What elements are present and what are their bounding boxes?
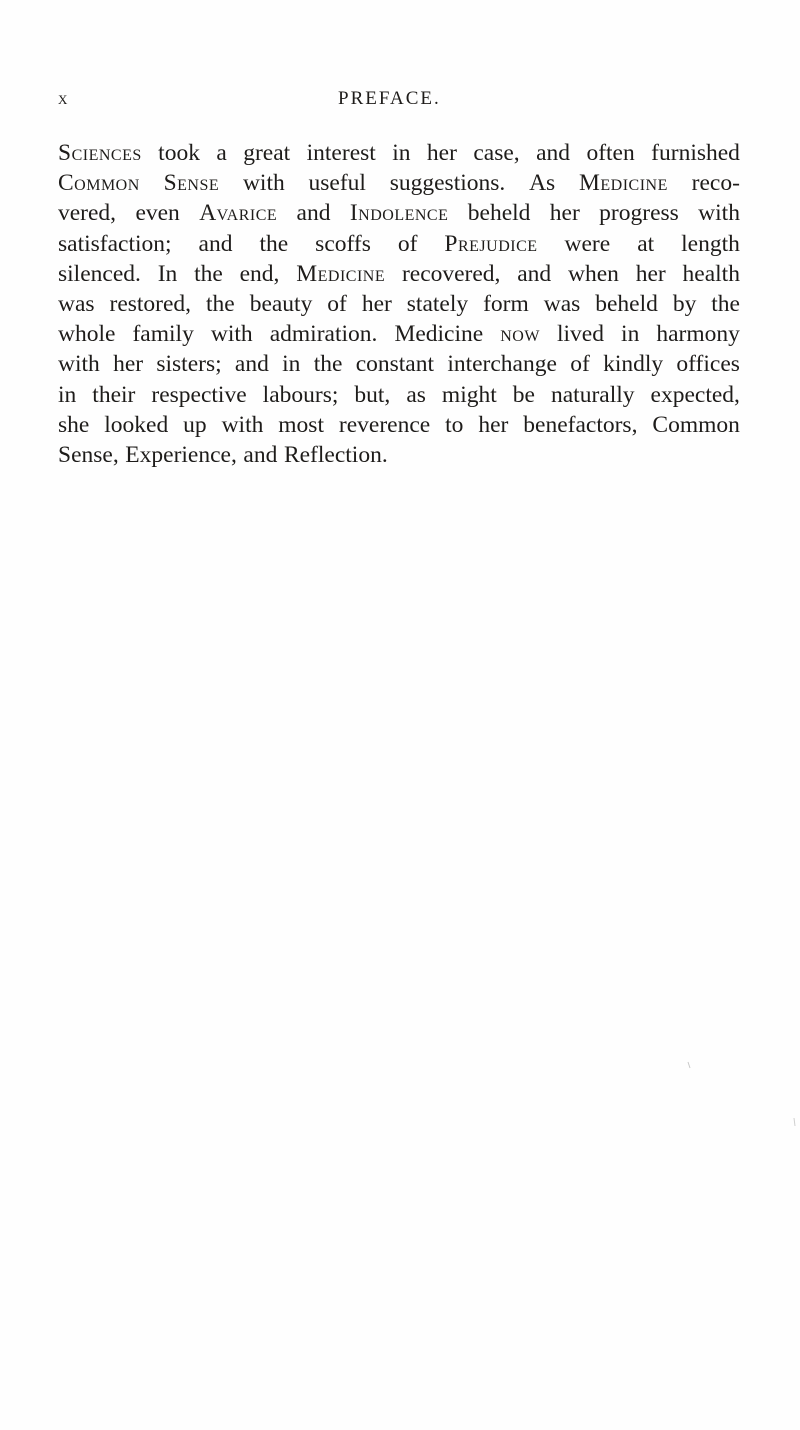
word: to	[445, 411, 464, 438]
word: Reflection.	[283, 441, 388, 468]
word: length	[681, 230, 740, 257]
word: in	[58, 381, 77, 408]
word: her	[549, 200, 580, 227]
word: In	[157, 260, 178, 287]
word: as	[406, 381, 426, 408]
word: she	[58, 411, 90, 438]
word: the	[259, 230, 289, 257]
word: with	[210, 321, 253, 348]
word: Common	[58, 170, 140, 197]
word: expected,	[650, 381, 740, 408]
word: scoffs	[315, 230, 371, 257]
word: of	[570, 351, 590, 378]
word: and	[296, 200, 331, 227]
word: Common	[652, 411, 740, 438]
word: when	[568, 260, 619, 287]
word: Avarice	[199, 200, 278, 227]
word: her	[635, 260, 666, 287]
word: form	[483, 290, 529, 317]
word: naturally	[550, 381, 635, 408]
word: As	[529, 170, 556, 197]
word: the	[194, 260, 223, 287]
word: was	[543, 290, 581, 317]
word: offices	[676, 351, 740, 378]
word: even	[135, 200, 180, 227]
word: the	[313, 351, 343, 378]
word: be	[512, 381, 535, 408]
word: the	[711, 290, 740, 317]
word: lived	[557, 321, 604, 348]
paper-speck	[794, 1118, 795, 1126]
word: of	[327, 290, 347, 317]
word: were	[564, 230, 611, 257]
word: kindly	[603, 351, 664, 378]
page-number: x	[58, 88, 68, 109]
word: Medicine	[296, 260, 386, 287]
word: with	[58, 351, 100, 378]
word: but,	[354, 381, 391, 408]
word: took	[158, 140, 200, 166]
word: Medicine	[394, 321, 484, 348]
word: restored,	[109, 290, 192, 317]
word: up	[183, 411, 207, 438]
word: Medicine	[578, 170, 668, 197]
word: in	[621, 321, 640, 348]
word: case,	[473, 140, 520, 166]
word: useful	[308, 170, 366, 197]
word: interest	[306, 140, 376, 166]
paper-speck	[688, 1062, 690, 1068]
word: might	[441, 381, 497, 408]
word: harmony	[656, 321, 740, 348]
word: Sciences	[58, 140, 142, 166]
word: and	[198, 230, 233, 257]
word: interchange	[447, 351, 557, 378]
word: great	[243, 140, 291, 166]
word: a	[216, 140, 227, 166]
page-heading: PREFACE.	[338, 88, 441, 109]
word: in	[282, 351, 301, 378]
word: furnished	[651, 140, 740, 166]
word: at	[637, 230, 655, 257]
word: looked	[104, 411, 169, 438]
word: often	[586, 140, 635, 166]
word: and	[517, 260, 552, 287]
word: Sense,	[58, 441, 119, 468]
word: most	[278, 411, 324, 438]
word: family	[132, 321, 194, 348]
word: beheld	[595, 290, 658, 317]
word: beauty	[249, 290, 313, 317]
word: by	[672, 290, 697, 317]
word: the	[206, 290, 235, 317]
word: satisfaction;	[58, 230, 172, 257]
word: sisters;	[156, 351, 222, 378]
word: her	[478, 411, 509, 438]
word: reco-	[691, 170, 740, 197]
word: respective	[151, 381, 247, 408]
word: whole	[58, 321, 116, 348]
word: Indolence	[349, 200, 449, 227]
word: her	[113, 351, 144, 378]
word: health	[682, 260, 740, 287]
word: her	[426, 140, 457, 166]
word: Sense	[163, 170, 220, 197]
word: her	[361, 290, 392, 317]
word: suggestions.	[389, 170, 506, 197]
word: labours;	[262, 381, 339, 408]
word: in	[392, 140, 411, 166]
word: with	[221, 411, 264, 438]
word: and	[536, 140, 571, 166]
word: of	[397, 230, 418, 257]
word: reverence	[338, 411, 431, 438]
word: Experience,	[125, 441, 237, 468]
word: their	[92, 381, 136, 408]
word: and	[234, 351, 269, 378]
word: constant	[355, 351, 435, 378]
word: beheld	[467, 200, 531, 227]
word: benefactors,	[523, 411, 638, 438]
word: stately	[406, 290, 469, 317]
word: vered,	[58, 200, 117, 227]
word: with	[698, 200, 740, 227]
word: silenced.	[58, 260, 141, 287]
word: and	[243, 441, 278, 468]
word: recovered,	[401, 260, 501, 287]
word: Prejudice	[444, 230, 538, 257]
word: admiration.	[269, 321, 378, 348]
word: now	[500, 321, 540, 348]
word: with	[242, 170, 285, 197]
word: was	[58, 290, 95, 317]
word: end,	[239, 260, 280, 287]
word: progress	[599, 200, 679, 227]
